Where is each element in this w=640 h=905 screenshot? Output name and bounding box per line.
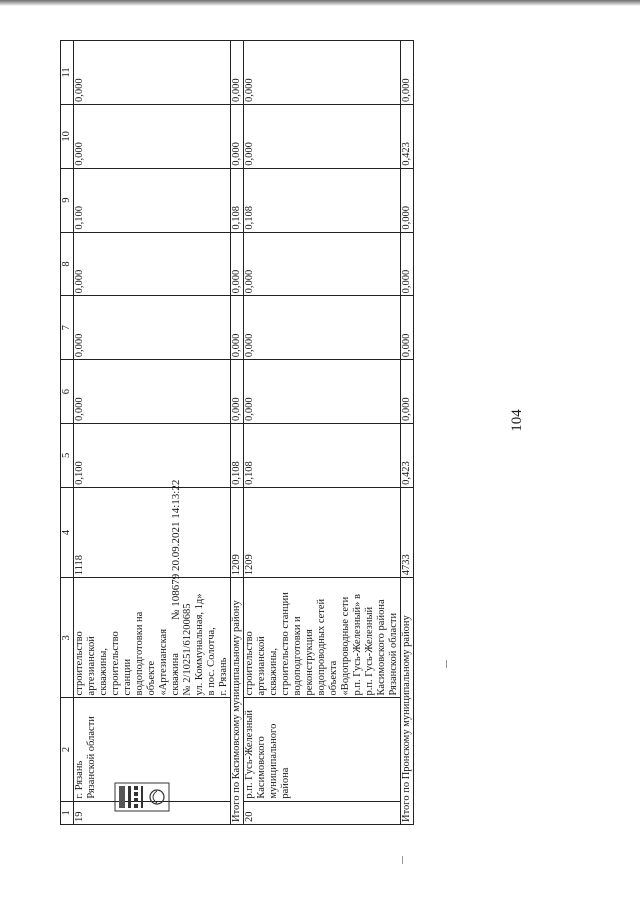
value-cell: 0,423 — [401, 104, 414, 168]
header-cell: 11 — [61, 41, 74, 105]
page-number: 104 — [508, 409, 525, 432]
row-number: 20 — [244, 801, 401, 824]
document-stamp-caption: № 108679 20.09.2021 14:13:22 — [170, 479, 182, 620]
table-header-row — [61, 41, 74, 825]
value-cell: 0,000 — [74, 104, 231, 168]
header-cell: 3 — [61, 578, 74, 698]
header-cell: 6 — [61, 360, 74, 424]
code-cell: 1118 — [74, 487, 231, 577]
value-cell: 0,000 — [244, 360, 401, 424]
value-cell: 0,000 — [74, 41, 231, 105]
scan-mark — [446, 660, 447, 668]
municipality-cell: г. Рязань Рязанской области — [74, 698, 231, 801]
value-cell: 0,000 — [231, 360, 244, 424]
code-cell: 1209 — [231, 487, 244, 577]
total-label: Итого по Пронскому муниципальному району — [401, 578, 414, 825]
table-row — [74, 41, 231, 825]
header-cell: 1 — [61, 801, 74, 824]
value-cell: 0,000 — [244, 232, 401, 296]
value-cell: 0,108 — [231, 424, 244, 488]
value-cell: 0,108 — [244, 424, 401, 488]
header-cell: 9 — [61, 168, 74, 232]
budget-table — [60, 40, 414, 825]
value-cell: 0,000 — [401, 41, 414, 105]
row-number: 19 — [74, 801, 231, 824]
header-cell: 2 — [61, 698, 74, 801]
description-cell: строительство артезианской скважины, строительство станции водоподготовки и реконструкция водопроводных сетей объекта «Водопроводные сети р.п. Гусь-Железный» в р.п. Гусь-Железный Касимовского района Рязанской области — [244, 578, 401, 698]
value-cell: 0,000 — [401, 168, 414, 232]
value-cell: 0,000 — [74, 360, 231, 424]
value-cell: 0,000 — [244, 41, 401, 105]
scan-top-edge — [0, 0, 640, 6]
value-cell: 0,100 — [74, 168, 231, 232]
code-cell: 4733 — [401, 487, 414, 577]
header-cell: 8 — [61, 232, 74, 296]
value-cell: 0,100 — [74, 424, 231, 488]
value-cell: 0,000 — [74, 296, 231, 360]
description-cell: строительство артезианской скважины, строительство станции водоподготовки на объекте «Артезианская скважина № 2/10251/61200685 ул. Коммунальная, 1д» в пос. Солотча, г. Рязань — [74, 578, 231, 698]
value-cell: 0,000 — [74, 232, 231, 296]
value-cell: 0,000 — [401, 296, 414, 360]
value-cell: 0,000 — [231, 296, 244, 360]
value-cell: 0,108 — [244, 168, 401, 232]
header-cell: 5 — [61, 424, 74, 488]
header-cell: 7 — [61, 296, 74, 360]
header-cell: 4 — [61, 487, 74, 577]
emblem-logo-icon — [113, 779, 171, 815]
rotated-page-content — [60, 40, 420, 825]
scan-mark — [402, 856, 403, 864]
total-row — [401, 41, 414, 825]
value-cell: 0,000 — [231, 41, 244, 105]
total-label: Итого по Касимовскому муниципальному району — [231, 578, 244, 825]
total-row — [231, 41, 244, 825]
municipality-cell: р.п. Гусь-Железный Касимовского муниципального района — [244, 698, 401, 801]
header-cell: 10 — [61, 104, 74, 168]
value-cell: 0,000 — [244, 296, 401, 360]
table-row — [244, 41, 401, 825]
value-cell: 0,000 — [231, 232, 244, 296]
value-cell: 0,108 — [231, 168, 244, 232]
value-cell: 0,000 — [401, 360, 414, 424]
value-cell: 0,000 — [244, 104, 401, 168]
code-cell: 1209 — [244, 487, 401, 577]
value-cell: 0,000 — [401, 232, 414, 296]
value-cell: 0,000 — [231, 104, 244, 168]
value-cell: 0,423 — [401, 424, 414, 488]
